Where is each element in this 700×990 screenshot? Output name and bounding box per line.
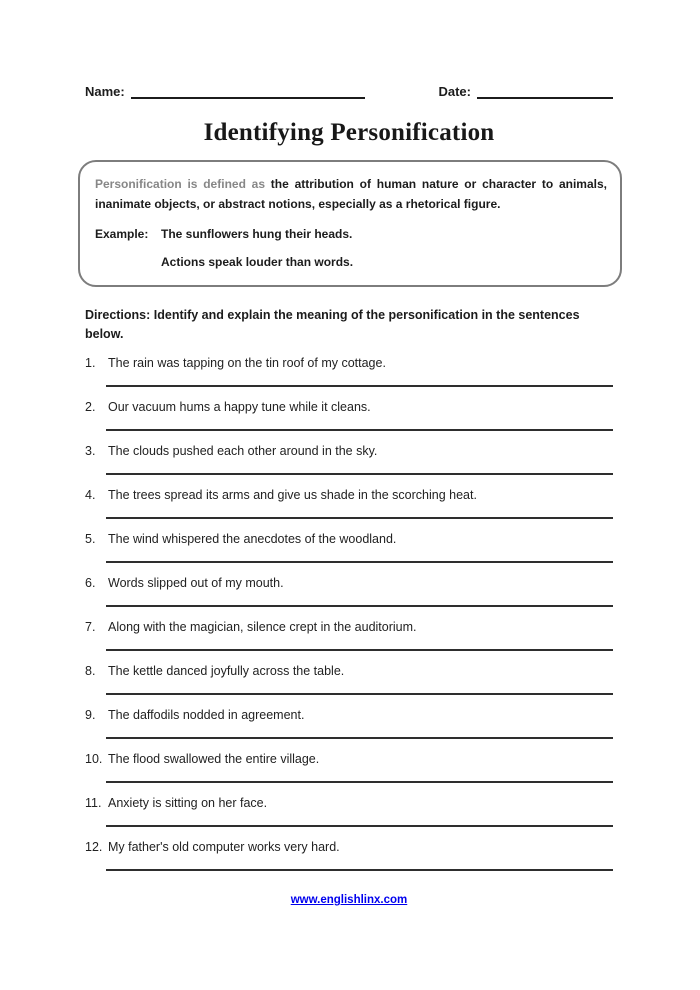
question-number: 3. [85, 444, 96, 458]
question-item-1 [85, 356, 613, 387]
question-text: Our vacuum hums a happy tune while it cleans. [108, 400, 371, 414]
question-text: The rain was tapping on the tin roof of my cottage. [108, 356, 386, 370]
question-number: 9. [85, 708, 96, 722]
question-item-4 [85, 488, 613, 519]
question-text: The kettle danced joyfully across the table. [108, 664, 345, 678]
directions-text: Directions: Identify and explain the meaning of the personification in the sentences below. [85, 308, 580, 341]
answer-blank-line [106, 737, 613, 739]
answer-blank-line [106, 869, 613, 871]
question-item-11 [85, 796, 613, 827]
footer [85, 890, 613, 908]
date-label: Date: [438, 84, 471, 99]
question-number: 4. [85, 488, 96, 502]
example-sentence-2: Actions speak louder than words. [161, 255, 354, 269]
definition-text: the attribution of human nature or character to animals, inanimate objects, or abstract notions, especially as a rhetorical figure. [95, 177, 607, 211]
answer-blank-line [106, 385, 613, 387]
question-item-9 [85, 708, 613, 739]
question-item-6 [85, 576, 613, 607]
page-title: Identifying Personification [203, 119, 495, 146]
question-number: 10. [85, 752, 103, 766]
example-sentence-1: The sunflowers hung their heads. [161, 227, 353, 241]
question-item-10 [85, 752, 613, 783]
question-text: The daffodils nodded in agreement. [108, 708, 305, 722]
question-text: Words slipped out of my mouth. [108, 576, 284, 590]
answer-blank-line [106, 781, 613, 783]
header-row [85, 83, 613, 99]
example-row-1 [95, 225, 607, 244]
question-text: Along with the magician, silence crept in the auditorium. [108, 620, 417, 634]
question-item-2 [85, 400, 613, 431]
question-item-5 [85, 532, 613, 563]
question-row [85, 532, 613, 547]
question-number: 11. [85, 796, 102, 810]
question-number: 6. [85, 576, 96, 590]
answer-blank-line [106, 825, 613, 827]
question-item-12 [85, 840, 613, 871]
question-row [85, 796, 613, 811]
date-blank-line [477, 84, 613, 99]
question-text: My father's old computer works very hard. [108, 840, 340, 854]
answer-blank-line [106, 649, 613, 651]
question-row [85, 400, 613, 415]
question-list [85, 356, 613, 871]
question-item-7 [85, 620, 613, 651]
answer-blank-line [106, 429, 613, 431]
definition-box [78, 160, 622, 287]
answer-blank-line [106, 605, 613, 607]
question-row [85, 840, 613, 855]
answer-blank-line [106, 561, 613, 563]
question-number: 1. [85, 356, 96, 370]
example-label-spacer [95, 253, 161, 272]
question-row [85, 708, 613, 723]
example-block [95, 225, 607, 272]
question-row [85, 620, 613, 635]
definition-term: Personification is defined as [95, 177, 271, 191]
name-blank-line [131, 84, 365, 99]
question-row [85, 356, 613, 371]
question-text: The trees spread its arms and give us shade in the scorching heat. [108, 488, 477, 502]
definition-paragraph [95, 174, 607, 214]
question-row [85, 444, 613, 459]
question-row [85, 664, 613, 679]
example-label: Example: [95, 227, 149, 241]
name-label: Name: [85, 84, 125, 99]
answer-blank-line [106, 517, 613, 519]
question-row [85, 752, 613, 767]
question-text: The flood swallowed the entire village. [108, 752, 320, 766]
website-link[interactable]: www.englishlinx.com [290, 894, 408, 906]
question-number: 12. [85, 840, 103, 854]
question-row [85, 576, 613, 591]
question-number: 2. [85, 400, 96, 414]
question-number: 8. [85, 664, 96, 678]
question-text: The clouds pushed each other around in the sky. [108, 444, 378, 458]
question-text: Anxiety is sitting on her face. [108, 796, 268, 810]
answer-blank-line [106, 473, 613, 475]
question-text: The wind whispered the anecdotes of the woodland. [108, 532, 397, 546]
question-item-3 [85, 444, 613, 475]
question-row [85, 488, 613, 503]
question-number: 5. [85, 532, 96, 546]
question-number: 7. [85, 620, 96, 634]
answer-blank-line [106, 693, 613, 695]
example-row-2 [95, 253, 607, 272]
question-item-8 [85, 664, 613, 695]
